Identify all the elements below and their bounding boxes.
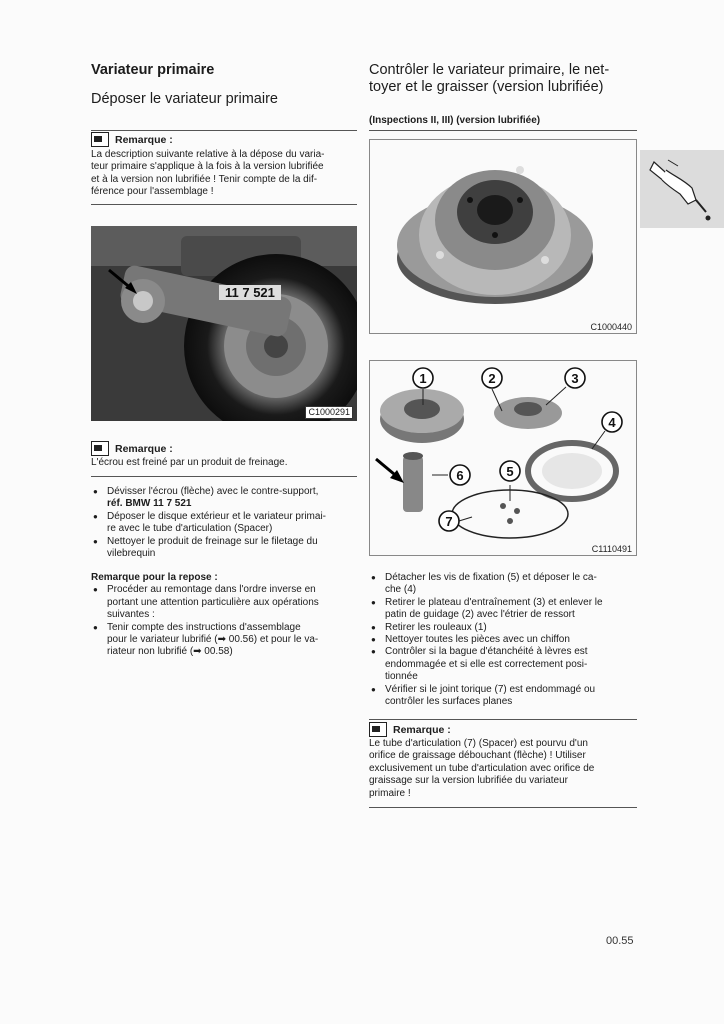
step-item bbox=[369, 572, 637, 597]
step-item bbox=[369, 597, 637, 622]
svg-text:6: 6 bbox=[456, 468, 464, 483]
right-title-line: toyer et le graisser (version lubrifiée) bbox=[369, 79, 604, 95]
step-item bbox=[369, 622, 637, 634]
removal-steps bbox=[91, 486, 357, 560]
step-line: endommagée et si elle est correctement posi- bbox=[385, 658, 588, 670]
svg-text:3: 3 bbox=[571, 371, 579, 386]
step-line: ● Retirer les rouleaux (1) bbox=[385, 621, 487, 633]
svg-text:2: 2 bbox=[488, 371, 496, 386]
note-remarque-1 bbox=[91, 132, 357, 199]
step-item bbox=[369, 646, 637, 683]
note-line: Le tube d'articulation (7) (Spacer) est pourvu d'un bbox=[369, 738, 588, 749]
photo-variator-unit bbox=[369, 139, 637, 334]
note-text: L'écrou est freiné par un produit de freinage. bbox=[91, 457, 288, 468]
callout-7 bbox=[439, 511, 459, 531]
note-line: férence pour l'assemblage ! bbox=[91, 186, 214, 198]
note-line: teur primaire s'applique à la fois à la version lubrifiée bbox=[91, 161, 324, 173]
svg-text:4: 4 bbox=[608, 415, 616, 430]
step-item bbox=[369, 634, 637, 646]
photo-scooter-variator bbox=[91, 226, 357, 421]
repose-line: suivantes : bbox=[107, 609, 155, 621]
note-remarque-3 bbox=[369, 722, 637, 800]
note-hand-icon bbox=[91, 132, 109, 147]
note-line: La description suivante relative à la dépose du varia- bbox=[91, 149, 325, 160]
note-hand-icon bbox=[369, 722, 387, 737]
step-line: ● Déposer le disque extérieur et le variateur primai- bbox=[107, 510, 326, 522]
step-line-bold: réf. BMW 11 7 521 bbox=[107, 498, 192, 510]
repose-title: Remarque pour la repose : bbox=[91, 572, 218, 583]
repose-item bbox=[91, 622, 357, 659]
svg-text:7: 7 bbox=[445, 514, 453, 529]
step-line: ● Vérifier si le joint torique (7) est endommagé ou bbox=[385, 683, 596, 695]
repose-note bbox=[91, 572, 357, 659]
note-line: et à la version non lubrifiée ! Tenir compte de la dif- bbox=[91, 173, 318, 185]
step-line: ● Contrôler si la bague d'étanchéité à lèvres est bbox=[385, 646, 588, 658]
step-line: tionnée bbox=[385, 671, 418, 683]
step-line: ● Nettoyer toutes les pièces avec un chiffon bbox=[385, 634, 570, 646]
note-line: orifice de graissage débouchant (flèche) ! Utiliser bbox=[369, 750, 586, 762]
oil-can-hand-icon bbox=[640, 150, 724, 228]
check-steps bbox=[369, 572, 637, 708]
svg-text:1: 1 bbox=[419, 371, 427, 386]
side-tab-maintenance bbox=[640, 150, 724, 228]
note-title: Remarque : bbox=[115, 442, 173, 455]
note-title: Remarque : bbox=[115, 133, 173, 146]
note-line: primaire ! bbox=[369, 787, 411, 799]
step-line: ● Dévisser l'écrou (flèche) avec le contre-support, bbox=[107, 486, 319, 497]
figure-code: C1000291 bbox=[305, 406, 353, 419]
callout-1 bbox=[413, 368, 433, 388]
callout-6 bbox=[450, 465, 470, 485]
figure-code: C1000440 bbox=[590, 322, 632, 332]
step-item bbox=[91, 511, 357, 536]
step-line: patin de guidage (2) avec l'étrier de ressort bbox=[385, 609, 575, 621]
step-item bbox=[91, 536, 357, 561]
tool-label: 11 7 521 bbox=[219, 285, 281, 300]
page-number: 00.55 bbox=[606, 935, 634, 947]
step-item bbox=[91, 486, 357, 511]
repose-line: ● Procéder au remontage dans l'ordre inverse en bbox=[107, 584, 316, 596]
note-hand-icon bbox=[91, 441, 109, 456]
callout-2 bbox=[482, 368, 502, 388]
step-line: ● Retirer le plateau d'entraînement (3) et enlever le bbox=[385, 596, 603, 608]
step-line: vilebrequin bbox=[107, 548, 156, 560]
callout-3 bbox=[565, 368, 585, 388]
right-title-line: Contrôler le variateur primaire, le net- bbox=[369, 62, 610, 78]
diagram-exploded-variator bbox=[369, 360, 637, 556]
figure-code: C1110491 bbox=[591, 544, 632, 554]
section-subtitle: Déposer le variateur primaire bbox=[91, 91, 278, 107]
repose-item bbox=[91, 584, 357, 621]
repose-line: ● Tenir compte des instructions d'assemblage bbox=[107, 621, 301, 633]
callout-4 bbox=[602, 412, 622, 432]
step-line: contrôler les surfaces planes bbox=[385, 696, 513, 708]
inspections-label: (Inspections II, III) (version lubrifiée) bbox=[369, 115, 541, 126]
step-line: che (4) bbox=[385, 584, 417, 596]
note-remarque-2 bbox=[91, 441, 357, 469]
repose-line: portant une attention particulière aux opérations bbox=[107, 596, 319, 608]
note-line: graissage sur la version lubrifiée du variateur bbox=[369, 775, 568, 787]
repose-line: pour le variateur lubrifié (➡ 00.56) et pour le va- bbox=[107, 634, 319, 646]
step-line: ● Détacher les vis de fixation (5) et déposer le ca- bbox=[385, 572, 597, 583]
step-line: ● Nettoyer le produit de freinage sur le filetage du bbox=[107, 535, 318, 547]
svg-text:5: 5 bbox=[506, 464, 514, 479]
step-item bbox=[369, 684, 637, 709]
repose-line: riateur non lubrifié (➡ 00.58) bbox=[107, 646, 233, 658]
callout-5 bbox=[500, 461, 520, 481]
right-title bbox=[369, 62, 609, 96]
section-title: Variateur primaire bbox=[91, 62, 215, 78]
note-line: exclusivement un tube d'articulation avec orifice de bbox=[369, 762, 595, 774]
step-line: re avec le tube d'articulation (Spacer) bbox=[107, 523, 273, 535]
note-title: Remarque : bbox=[393, 723, 451, 736]
